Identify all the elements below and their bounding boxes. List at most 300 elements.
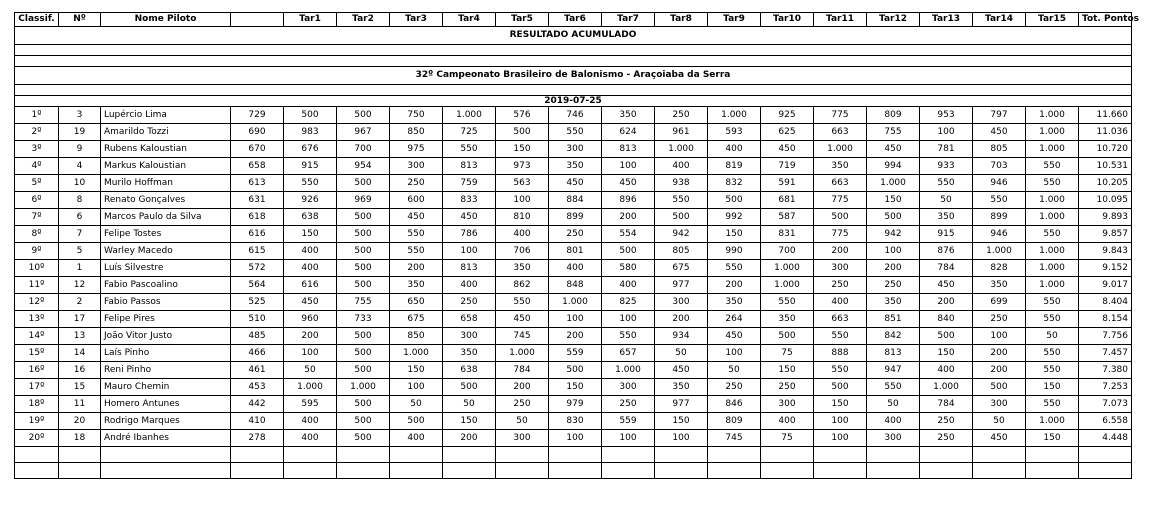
score-cell: 350 bbox=[814, 158, 867, 175]
pilot-number-cell: 20 bbox=[59, 413, 101, 430]
score-cell: 400 bbox=[496, 226, 549, 243]
score-cell: 813 bbox=[867, 345, 920, 362]
column-header: Tar5 bbox=[496, 13, 549, 27]
total-points-cell: 8.404 bbox=[1079, 294, 1132, 311]
pilot-name-cell: João Vitor Justo bbox=[101, 328, 231, 345]
column-header: Nº bbox=[59, 13, 101, 27]
table-row bbox=[15, 345, 1132, 362]
pilot-name-cell: Felipe Pires bbox=[101, 311, 231, 328]
score-cell: 784 bbox=[920, 260, 973, 277]
empty-cell bbox=[443, 463, 496, 479]
score-cell: 810 bbox=[496, 209, 549, 226]
score-cell: 550 bbox=[390, 226, 443, 243]
table-row bbox=[15, 413, 1132, 430]
score-cell: 896 bbox=[602, 192, 655, 209]
score-cell: 150 bbox=[284, 226, 337, 243]
score-cell: 809 bbox=[867, 107, 920, 124]
score-cell: 977 bbox=[655, 396, 708, 413]
score-cell: 350 bbox=[549, 158, 602, 175]
score-cell: 200 bbox=[549, 328, 602, 345]
pilot-number-cell: 7 bbox=[59, 226, 101, 243]
pilot-number-cell: 4 bbox=[59, 158, 101, 175]
table-row bbox=[15, 192, 1132, 209]
score-cell: 750 bbox=[390, 107, 443, 124]
score-cell: 1.000 bbox=[761, 260, 814, 277]
score-cell: 618 bbox=[231, 209, 284, 226]
score-cell: 775 bbox=[814, 226, 867, 243]
score-cell: 580 bbox=[602, 260, 655, 277]
empty-cell bbox=[602, 463, 655, 479]
empty-cell bbox=[390, 447, 443, 463]
score-cell: 500 bbox=[337, 345, 390, 362]
score-cell: 500 bbox=[337, 243, 390, 260]
score-cell: 848 bbox=[549, 277, 602, 294]
rank-cell: 9º bbox=[15, 243, 59, 260]
score-cell: 942 bbox=[655, 226, 708, 243]
table-row bbox=[15, 379, 1132, 396]
score-cell: 663 bbox=[814, 175, 867, 192]
column-header: Tar6 bbox=[549, 13, 602, 27]
pilot-number-cell: 12 bbox=[59, 277, 101, 294]
score-cell: 50 bbox=[443, 396, 496, 413]
column-header: Nome Piloto bbox=[101, 13, 231, 27]
score-cell: 442 bbox=[231, 396, 284, 413]
score-cell: 250 bbox=[920, 430, 973, 447]
empty-cell bbox=[15, 463, 59, 479]
empty-cell bbox=[1079, 447, 1132, 463]
table-row bbox=[15, 260, 1132, 277]
rank-cell: 5º bbox=[15, 175, 59, 192]
score-cell: 938 bbox=[655, 175, 708, 192]
score-cell: 953 bbox=[920, 107, 973, 124]
score-cell: 350 bbox=[973, 277, 1026, 294]
score-cell: 150 bbox=[814, 396, 867, 413]
score-cell: 450 bbox=[867, 141, 920, 158]
score-cell: 400 bbox=[708, 141, 761, 158]
score-cell: 50 bbox=[708, 362, 761, 379]
score-cell: 559 bbox=[549, 345, 602, 362]
score-cell: 1.000 bbox=[867, 175, 920, 192]
score-cell: 663 bbox=[814, 311, 867, 328]
total-points-cell: 10.205 bbox=[1079, 175, 1132, 192]
column-header: Tar3 bbox=[390, 13, 443, 27]
score-cell: 100 bbox=[602, 430, 655, 447]
score-cell: 250 bbox=[496, 396, 549, 413]
score-cell: 200 bbox=[973, 345, 1026, 362]
score-cell: 550 bbox=[655, 192, 708, 209]
blank-row bbox=[15, 45, 1132, 56]
score-cell: 746 bbox=[549, 107, 602, 124]
score-cell: 983 bbox=[284, 124, 337, 141]
score-cell: 961 bbox=[655, 124, 708, 141]
score-cell: 410 bbox=[231, 413, 284, 430]
score-cell: 500 bbox=[337, 175, 390, 192]
pilot-number-cell: 9 bbox=[59, 141, 101, 158]
score-cell: 100 bbox=[814, 413, 867, 430]
pilot-name-cell: Rodrigo Marques bbox=[101, 413, 231, 430]
score-cell: 200 bbox=[390, 260, 443, 277]
score-cell: 700 bbox=[337, 141, 390, 158]
empty-rows bbox=[15, 447, 1132, 479]
score-cell: 657 bbox=[602, 345, 655, 362]
score-cell: 250 bbox=[549, 226, 602, 243]
score-cell: 616 bbox=[284, 277, 337, 294]
pilot-name-cell: Fabio Pascoalino bbox=[101, 277, 231, 294]
score-cell: 833 bbox=[443, 192, 496, 209]
score-cell: 797 bbox=[973, 107, 1026, 124]
score-cell: 500 bbox=[920, 328, 973, 345]
score-cell: 300 bbox=[496, 430, 549, 447]
empty-cell bbox=[1026, 447, 1079, 463]
empty-cell bbox=[867, 463, 920, 479]
score-cell: 550 bbox=[867, 379, 920, 396]
score-cell: 250 bbox=[973, 311, 1026, 328]
score-cell: 690 bbox=[231, 124, 284, 141]
score-cell: 350 bbox=[920, 209, 973, 226]
score-cell: 500 bbox=[337, 362, 390, 379]
score-cell: 400 bbox=[814, 294, 867, 311]
table-row bbox=[15, 209, 1132, 226]
empty-cell bbox=[231, 447, 284, 463]
score-cell: 954 bbox=[337, 158, 390, 175]
pilot-number-cell: 16 bbox=[59, 362, 101, 379]
score-cell: 550 bbox=[1026, 396, 1079, 413]
empty-cell bbox=[337, 463, 390, 479]
score-cell: 461 bbox=[231, 362, 284, 379]
empty-cell bbox=[390, 463, 443, 479]
score-cell: 400 bbox=[761, 413, 814, 430]
score-cell: 200 bbox=[708, 277, 761, 294]
score-cell: 200 bbox=[920, 294, 973, 311]
column-header: Tar15 bbox=[1026, 13, 1079, 27]
sheet-subtitle: 32º Campeonato Brasileiro de Balonismo - Araçoiaba da Serra bbox=[15, 67, 1132, 85]
score-cell: 350 bbox=[496, 260, 549, 277]
total-points-cell: 7.457 bbox=[1079, 345, 1132, 362]
score-cell: 500 bbox=[337, 209, 390, 226]
empty-cell bbox=[549, 447, 602, 463]
score-cell: 1.000 bbox=[655, 141, 708, 158]
score-cell: 500 bbox=[390, 413, 443, 430]
score-cell: 50 bbox=[1026, 328, 1079, 345]
score-cell: 831 bbox=[761, 226, 814, 243]
score-cell: 846 bbox=[708, 396, 761, 413]
rank-cell: 10º bbox=[15, 260, 59, 277]
score-cell: 973 bbox=[496, 158, 549, 175]
score-cell: 550 bbox=[814, 362, 867, 379]
score-cell: 1.000 bbox=[1026, 277, 1079, 294]
score-cell: 400 bbox=[920, 362, 973, 379]
total-points-cell: 9.857 bbox=[1079, 226, 1132, 243]
empty-cell bbox=[920, 463, 973, 479]
score-cell: 805 bbox=[655, 243, 708, 260]
score-cell: 830 bbox=[549, 413, 602, 430]
score-cell: 550 bbox=[390, 243, 443, 260]
score-cell: 550 bbox=[708, 260, 761, 277]
score-cell: 350 bbox=[655, 379, 708, 396]
score-cell: 510 bbox=[231, 311, 284, 328]
score-cell: 699 bbox=[973, 294, 1026, 311]
score-cell: 200 bbox=[602, 209, 655, 226]
score-cell: 550 bbox=[761, 294, 814, 311]
score-cell: 500 bbox=[337, 277, 390, 294]
score-cell: 400 bbox=[284, 413, 337, 430]
total-points-cell: 10.531 bbox=[1079, 158, 1132, 175]
score-cell: 400 bbox=[284, 430, 337, 447]
table-row bbox=[15, 107, 1132, 124]
rank-cell: 8º bbox=[15, 226, 59, 243]
score-cell: 500 bbox=[337, 430, 390, 447]
score-cell: 300 bbox=[973, 396, 1026, 413]
empty-cell bbox=[602, 447, 655, 463]
table-row bbox=[15, 294, 1132, 311]
score-cell: 300 bbox=[549, 141, 602, 158]
score-cell: 1.000 bbox=[496, 345, 549, 362]
score-cell: 658 bbox=[443, 311, 496, 328]
rank-cell: 16º bbox=[15, 362, 59, 379]
score-cell: 100 bbox=[390, 379, 443, 396]
total-points-cell: 10.720 bbox=[1079, 141, 1132, 158]
pilot-name-cell: Marcos Paulo da Silva bbox=[101, 209, 231, 226]
score-cell: 450 bbox=[920, 277, 973, 294]
score-cell: 813 bbox=[443, 158, 496, 175]
empty-cell bbox=[101, 447, 231, 463]
score-cell: 840 bbox=[920, 311, 973, 328]
score-cell: 150 bbox=[867, 192, 920, 209]
score-cell: 564 bbox=[231, 277, 284, 294]
rank-cell: 15º bbox=[15, 345, 59, 362]
score-cell: 600 bbox=[390, 192, 443, 209]
score-cell: 450 bbox=[602, 175, 655, 192]
column-header: Tot. Pontos bbox=[1079, 13, 1132, 27]
score-cell: 784 bbox=[496, 362, 549, 379]
score-cell: 670 bbox=[231, 141, 284, 158]
score-cell: 100 bbox=[920, 124, 973, 141]
score-cell: 819 bbox=[708, 158, 761, 175]
score-cell: 350 bbox=[761, 311, 814, 328]
rank-cell: 11º bbox=[15, 277, 59, 294]
score-cell: 150 bbox=[443, 413, 496, 430]
score-cell: 500 bbox=[708, 192, 761, 209]
score-cell: 1.000 bbox=[602, 362, 655, 379]
pilot-name-cell: Warley Macedo bbox=[101, 243, 231, 260]
score-cell: 1.000 bbox=[1026, 260, 1079, 277]
score-cell: 925 bbox=[761, 107, 814, 124]
column-headers bbox=[15, 13, 1132, 27]
score-cell: 100 bbox=[708, 345, 761, 362]
score-cell: 550 bbox=[1026, 311, 1079, 328]
empty-cell bbox=[1026, 463, 1079, 479]
empty-cell bbox=[814, 463, 867, 479]
score-cell: 1.000 bbox=[920, 379, 973, 396]
score-cell: 500 bbox=[761, 328, 814, 345]
total-points-cell: 7.380 bbox=[1079, 362, 1132, 379]
score-cell: 550 bbox=[1026, 345, 1079, 362]
score-cell: 842 bbox=[867, 328, 920, 345]
score-cell: 450 bbox=[443, 209, 496, 226]
score-cell: 638 bbox=[284, 209, 337, 226]
score-cell: 1.000 bbox=[1026, 209, 1079, 226]
pilot-name-cell: Murilo Hoffman bbox=[101, 175, 231, 192]
pilot-number-cell: 1 bbox=[59, 260, 101, 277]
score-cell: 485 bbox=[231, 328, 284, 345]
score-cell: 500 bbox=[443, 379, 496, 396]
rank-cell: 6º bbox=[15, 192, 59, 209]
table-row bbox=[15, 243, 1132, 260]
table-row bbox=[15, 430, 1132, 447]
sheet-title: RESULTADO ACUMULADO bbox=[15, 27, 1132, 45]
score-cell: 915 bbox=[920, 226, 973, 243]
empty-cell bbox=[761, 463, 814, 479]
score-cell: 1.000 bbox=[284, 379, 337, 396]
empty-cell bbox=[761, 447, 814, 463]
column-header bbox=[231, 13, 284, 27]
pilot-number-cell: 5 bbox=[59, 243, 101, 260]
score-cell: 250 bbox=[390, 175, 443, 192]
score-cell: 400 bbox=[390, 430, 443, 447]
total-points-cell: 11.660 bbox=[1079, 107, 1132, 124]
score-cell: 500 bbox=[814, 379, 867, 396]
score-cell: 450 bbox=[973, 430, 1026, 447]
score-cell: 926 bbox=[284, 192, 337, 209]
score-cell: 576 bbox=[496, 107, 549, 124]
column-header: Tar10 bbox=[761, 13, 814, 27]
score-cell: 638 bbox=[443, 362, 496, 379]
score-cell: 729 bbox=[231, 107, 284, 124]
column-header: Tar9 bbox=[708, 13, 761, 27]
score-cell: 1.000 bbox=[814, 141, 867, 158]
score-cell: 946 bbox=[973, 175, 1026, 192]
score-cell: 615 bbox=[231, 243, 284, 260]
score-cell: 550 bbox=[1026, 158, 1079, 175]
score-cell: 400 bbox=[443, 277, 496, 294]
score-cell: 278 bbox=[231, 430, 284, 447]
score-cell: 500 bbox=[496, 124, 549, 141]
score-cell: 975 bbox=[390, 141, 443, 158]
score-cell: 450 bbox=[655, 362, 708, 379]
empty-cell bbox=[337, 447, 390, 463]
score-cell: 1.000 bbox=[443, 107, 496, 124]
score-cell: 250 bbox=[814, 277, 867, 294]
score-cell: 1.000 bbox=[390, 345, 443, 362]
rank-cell: 4º bbox=[15, 158, 59, 175]
score-cell: 550 bbox=[443, 141, 496, 158]
score-cell: 450 bbox=[496, 311, 549, 328]
total-points-cell: 9.152 bbox=[1079, 260, 1132, 277]
score-cell: 650 bbox=[390, 294, 443, 311]
score-cell: 300 bbox=[602, 379, 655, 396]
score-cell: 500 bbox=[867, 209, 920, 226]
empty-cell bbox=[284, 447, 337, 463]
empty-cell bbox=[1079, 463, 1132, 479]
table-row bbox=[15, 175, 1132, 192]
score-cell: 100 bbox=[496, 192, 549, 209]
column-header: Tar13 bbox=[920, 13, 973, 27]
total-points-cell: 7.253 bbox=[1079, 379, 1132, 396]
score-cell: 992 bbox=[708, 209, 761, 226]
score-cell: 200 bbox=[973, 362, 1026, 379]
score-cell: 300 bbox=[655, 294, 708, 311]
score-cell: 977 bbox=[655, 277, 708, 294]
total-points-cell: 11.036 bbox=[1079, 124, 1132, 141]
score-cell: 703 bbox=[973, 158, 1026, 175]
score-cell: 850 bbox=[390, 328, 443, 345]
score-cell: 550 bbox=[1026, 362, 1079, 379]
score-cell: 450 bbox=[973, 124, 1026, 141]
sheet-date: 2019-07-25 bbox=[15, 96, 1132, 107]
score-cell: 1.000 bbox=[708, 107, 761, 124]
score-cell: 200 bbox=[443, 430, 496, 447]
empty-cell bbox=[59, 463, 101, 479]
score-cell: 884 bbox=[549, 192, 602, 209]
score-cell: 899 bbox=[549, 209, 602, 226]
pilot-number-cell: 15 bbox=[59, 379, 101, 396]
score-cell: 250 bbox=[867, 277, 920, 294]
pilot-number-cell: 14 bbox=[59, 345, 101, 362]
score-cell: 554 bbox=[602, 226, 655, 243]
score-cell: 50 bbox=[973, 413, 1026, 430]
score-cell: 1.000 bbox=[1026, 124, 1079, 141]
score-cell: 663 bbox=[814, 124, 867, 141]
score-cell: 550 bbox=[496, 294, 549, 311]
pilot-name-cell: Rubens Kaloustian bbox=[101, 141, 231, 158]
score-cell: 350 bbox=[390, 277, 443, 294]
empty-cell bbox=[973, 463, 1026, 479]
score-cell: 50 bbox=[655, 345, 708, 362]
table-row bbox=[15, 311, 1132, 328]
empty-cell bbox=[59, 447, 101, 463]
score-cell: 825 bbox=[602, 294, 655, 311]
score-cell: 899 bbox=[973, 209, 1026, 226]
results-table bbox=[14, 12, 1140, 479]
pilot-number-cell: 19 bbox=[59, 124, 101, 141]
score-cell: 700 bbox=[761, 243, 814, 260]
column-header: Tar11 bbox=[814, 13, 867, 27]
score-cell: 250 bbox=[708, 379, 761, 396]
rank-cell: 2º bbox=[15, 124, 59, 141]
score-cell: 250 bbox=[655, 107, 708, 124]
pilot-number-cell: 6 bbox=[59, 209, 101, 226]
score-cell: 250 bbox=[761, 379, 814, 396]
pilot-name-cell: Reni Pinho bbox=[101, 362, 231, 379]
score-cell: 200 bbox=[867, 260, 920, 277]
score-cell: 759 bbox=[443, 175, 496, 192]
empty-row bbox=[15, 447, 1132, 463]
pilot-number-cell: 8 bbox=[59, 192, 101, 209]
score-cell: 942 bbox=[867, 226, 920, 243]
empty-cell bbox=[284, 463, 337, 479]
score-cell: 832 bbox=[708, 175, 761, 192]
rank-cell: 20º bbox=[15, 430, 59, 447]
score-cell: 150 bbox=[761, 362, 814, 379]
score-cell: 453 bbox=[231, 379, 284, 396]
score-cell: 150 bbox=[708, 226, 761, 243]
blank-row bbox=[15, 56, 1132, 67]
score-cell: 550 bbox=[1026, 175, 1079, 192]
score-cell: 933 bbox=[920, 158, 973, 175]
score-cell: 400 bbox=[549, 260, 602, 277]
score-cell: 500 bbox=[973, 379, 1026, 396]
score-cell: 300 bbox=[443, 328, 496, 345]
score-cell: 150 bbox=[1026, 430, 1079, 447]
rank-cell: 14º bbox=[15, 328, 59, 345]
score-cell: 745 bbox=[496, 328, 549, 345]
pilot-number-cell: 18 bbox=[59, 430, 101, 447]
score-cell: 775 bbox=[814, 192, 867, 209]
pilot-name-cell: Amarildo Tozzi bbox=[101, 124, 231, 141]
table-row bbox=[15, 226, 1132, 243]
score-cell: 676 bbox=[284, 141, 337, 158]
score-cell: 946 bbox=[973, 226, 1026, 243]
